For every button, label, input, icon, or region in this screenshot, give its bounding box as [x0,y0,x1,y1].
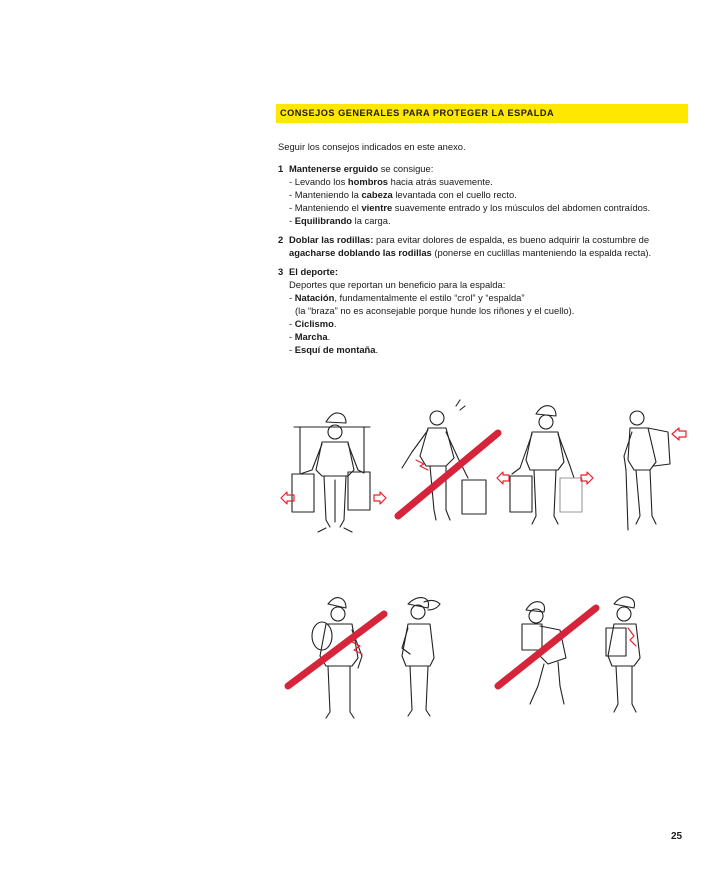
tip-line: Deportes que reportan un beneficio para la espalda: [289,279,506,290]
figure-close-lift [606,597,640,712]
intro-text: Seguir los consejos indicados en este anexo. [278,141,466,152]
figure-one-arm-carry [312,598,362,718]
prohibition-line [398,433,498,516]
prohibition-line [498,608,596,686]
tip-line: - Esquí de montaña. [289,344,379,355]
tip-line: - Equilibrando la carga. [289,215,391,226]
tip-heading: El deporte: [289,266,338,277]
tip-line: (la “braza” no es aconsejable porque hunde los riñones y el cuello). [295,305,575,316]
tip-number: 3 [278,266,284,277]
tip-line: - Natación, fundamentalmente el estilo “crol” y “espalda” [289,292,525,303]
figure-shoulder-carry [402,598,440,716]
tip-heading: Doblar las rodillas: [289,234,374,245]
section-title: CONSEJOS GENERALES PARA PROTEGER LA ESPALDA [280,108,555,118]
tip-line: - Manteniendo la cabeza levantada con el cuello recto. [289,189,517,200]
pain-mark-icon [628,628,636,646]
tip-line: - Manteniendo el vientre suavemente entrado y los músculos del abdomen contraídos. [289,202,651,213]
figure-two-bags [510,406,582,524]
tip-line: agacharse doblando las rodillas (ponerse en cuclillas manteniendo la espalda recta). [289,247,652,258]
tip-1: 1 Mantenerse erguido se consigue: - Levando los hombros hacia atrás suavemente. - Manteniendo la cabeza levantada con el cuello recto. - Manteniendo el vientre suavemente entrado y los músculos del abdomen contraídos. - Equilibrando la carga. [278,162,698,227]
tip-heading: Mantenerse erguido [289,163,379,174]
figure-backpack-walking [624,411,670,530]
tip-line: - Levando los hombros hacia atrás suavemente. [289,176,493,187]
page-number: 25 [671,831,683,842]
figure-balanced-load [292,413,370,532]
arrow-icon [672,428,686,440]
pain-mark-icon [416,460,428,470]
tip-number: 2 [278,234,284,245]
tip-line: - Marcha. [289,331,331,342]
tip-2: 2 Doblar las rodillas: para evitar dolores de espalda, es bueno adquirir la costumbre de agacharse doblando las rodillas (ponerse en cuclillas manteniendo la espalda recta). [278,233,698,259]
tip-line: - Ciclismo. [289,318,337,329]
tip-number: 1 [278,163,284,174]
prohibition-line [288,614,384,686]
